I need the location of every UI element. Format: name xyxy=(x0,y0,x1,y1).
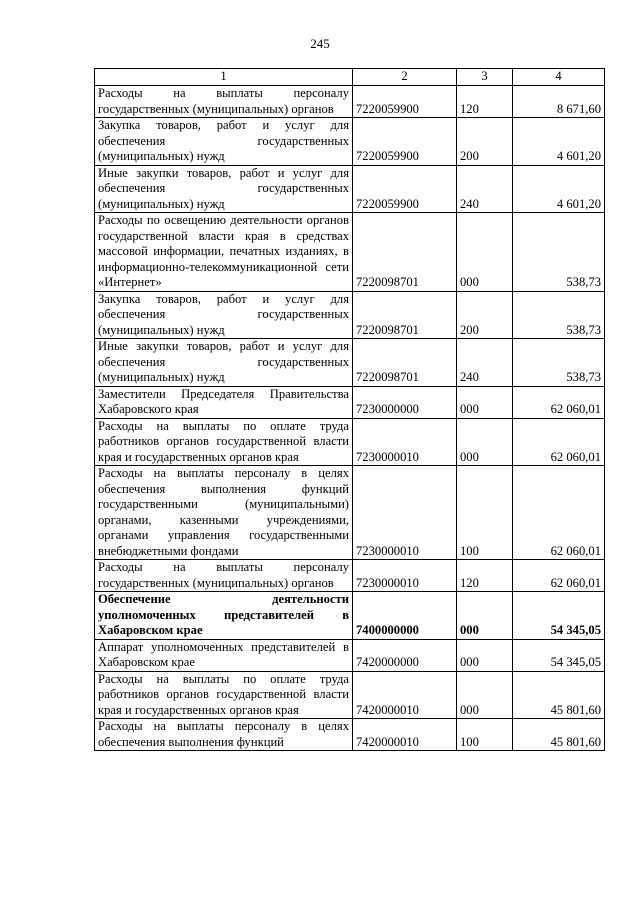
row-code-cell: 7230000010 xyxy=(353,466,457,560)
table-row xyxy=(95,592,605,640)
row-sum-cell: 4 601,20 xyxy=(513,165,605,213)
row-code-cell: 7400000000 xyxy=(353,592,457,640)
row-sum-cell: 62 060,01 xyxy=(513,386,605,418)
table-row xyxy=(95,560,605,592)
row-code-cell: 7220059900 xyxy=(353,118,457,166)
row-code-cell: 7220098701 xyxy=(353,213,457,292)
table-row xyxy=(95,671,605,719)
row-code-cell: 7230000010 xyxy=(353,418,457,466)
row-name-cell: Аппарат уполномоченных представителей в Хабаровском крае xyxy=(95,639,353,671)
row-sum-cell: 4 601,20 xyxy=(513,118,605,166)
row-code-cell: 7420000000 xyxy=(353,639,457,671)
row-name-cell: Закупка товаров, работ и услуг для обеспечения государственных (муниципальных) нужд xyxy=(95,118,353,166)
row-type-cell: 000 xyxy=(457,592,513,640)
row-sum-cell: 8 671,60 xyxy=(513,86,605,118)
row-name-cell: Заместители Председателя Правительства Хабаровского края xyxy=(95,386,353,418)
row-sum-cell: 538,73 xyxy=(513,291,605,339)
row-type-cell: 120 xyxy=(457,86,513,118)
budget-table xyxy=(94,68,605,751)
row-type-cell: 000 xyxy=(457,639,513,671)
row-code-cell: 7220098701 xyxy=(353,291,457,339)
row-sum-cell: 538,73 xyxy=(513,339,605,387)
table-row xyxy=(95,466,605,560)
row-sum-cell: 62 060,01 xyxy=(513,418,605,466)
row-name-cell: Закупка товаров, работ и услуг для обеспечения государственных (муниципальных) нужд xyxy=(95,291,353,339)
row-type-cell: 200 xyxy=(457,291,513,339)
table-row xyxy=(95,213,605,292)
table-row xyxy=(95,291,605,339)
table-row xyxy=(95,165,605,213)
row-type-cell: 120 xyxy=(457,560,513,592)
table-row xyxy=(95,639,605,671)
row-name-cell: Иные закупки товаров, работ и услуг для обеспечения государственных (муниципальных) нужд xyxy=(95,165,353,213)
header-col-4: 4 xyxy=(513,69,605,86)
row-name-cell: Расходы на выплаты по оплате труда работников органов государственной власти края и государственных органов края xyxy=(95,671,353,719)
header-row xyxy=(95,69,605,86)
row-name-cell: Расходы на выплаты персоналу государственных (муниципальных) органов xyxy=(95,560,353,592)
row-code-cell: 7220059900 xyxy=(353,86,457,118)
row-type-cell: 100 xyxy=(457,719,513,751)
row-type-cell: 000 xyxy=(457,418,513,466)
row-type-cell: 240 xyxy=(457,165,513,213)
row-name-cell: Расходы на выплаты персоналу в целях обеспечения выполнения функций государственными (муниципальными) органами, казенными учреждениями, органами управления государственными внебюджетными фондами xyxy=(95,466,353,560)
row-code-cell: 7420000010 xyxy=(353,719,457,751)
header-col-2: 2 xyxy=(353,69,457,86)
row-type-cell: 000 xyxy=(457,386,513,418)
row-name-cell: Расходы по освещению деятельности органов государственной власти края в средствах массовой информации, печатных изданиях, в информационно-телекоммуникационной сети «Интернет» xyxy=(95,213,353,292)
header-col-1: 1 xyxy=(95,69,353,86)
row-sum-cell: 45 801,60 xyxy=(513,719,605,751)
row-code-cell: 7230000010 xyxy=(353,560,457,592)
row-name-cell: Расходы на выплаты персоналу государственных (муниципальных) органов xyxy=(95,86,353,118)
row-sum-cell: 54 345,05 xyxy=(513,639,605,671)
page-number: 245 xyxy=(310,36,330,51)
row-code-cell: 7220098701 xyxy=(353,339,457,387)
row-code-cell: 7220059900 xyxy=(353,165,457,213)
table-row xyxy=(95,339,605,387)
table-row xyxy=(95,86,605,118)
table-row xyxy=(95,719,605,751)
row-sum-cell: 45 801,60 xyxy=(513,671,605,719)
row-sum-cell: 54 345,05 xyxy=(513,592,605,640)
table-row xyxy=(95,386,605,418)
row-name-cell: Расходы на выплаты по оплате труда работников органов государственной власти края и государственных органов края xyxy=(95,418,353,466)
row-code-cell: 7420000010 xyxy=(353,671,457,719)
table-row xyxy=(95,418,605,466)
row-sum-cell: 62 060,01 xyxy=(513,466,605,560)
row-type-cell: 000 xyxy=(457,671,513,719)
header-col-3: 3 xyxy=(457,69,513,86)
row-name-cell: Иные закупки товаров, работ и услуг для обеспечения государственных (муниципальных) нужд xyxy=(95,339,353,387)
table-row xyxy=(95,118,605,166)
row-type-cell: 240 xyxy=(457,339,513,387)
row-name-cell: Расходы на выплаты персоналу в целях обеспечения выполнения функций xyxy=(95,719,353,751)
row-code-cell: 7230000000 xyxy=(353,386,457,418)
row-type-cell: 100 xyxy=(457,466,513,560)
row-sum-cell: 538,73 xyxy=(513,213,605,292)
row-type-cell: 000 xyxy=(457,213,513,292)
row-sum-cell: 62 060,01 xyxy=(513,560,605,592)
row-name-cell: Обеспечение деятельности уполномоченных представителей в Хабаровском крае xyxy=(95,592,353,640)
row-type-cell: 200 xyxy=(457,118,513,166)
